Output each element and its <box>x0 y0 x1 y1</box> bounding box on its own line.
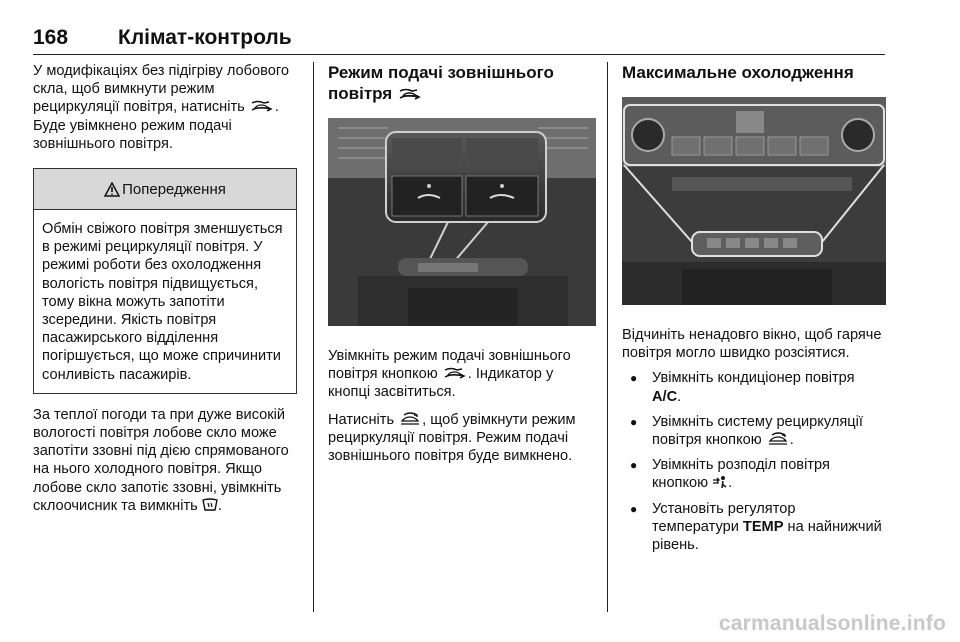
list-item: ● Увімкніть систему рециркуляції повітря кнопкою . <box>622 413 886 449</box>
recirculation-icon <box>766 432 790 446</box>
page-number: 168 <box>33 26 69 49</box>
windshield-airflow-icon <box>202 498 218 512</box>
column-divider <box>607 62 608 612</box>
climate-panel-photo <box>622 97 886 305</box>
list-item: ● Увімкніть розподіл повітря кнопкою . <box>622 456 886 492</box>
warning-triangle-icon <box>104 182 120 197</box>
outside-air-icon <box>442 366 468 380</box>
outside-air-button-photo <box>328 118 596 326</box>
paragraph: За теплої погоди та при дуже високій вологості повітря лобове скло може запотіти ззовні під дією спрямованого на нього холодного повітря. Якщо лобове скло запотіє ззовні, увімкніть склоочисник та вимкніть . <box>33 406 289 514</box>
column-left <box>33 62 297 515</box>
column-middle <box>328 62 596 465</box>
outside-air-icon <box>249 99 275 113</box>
paragraph: Натисніть , щоб увімкнути режим рециркуляції повітря. Режим подачі зовнішнього повітря буде вимкнено. <box>328 411 576 465</box>
paragraph: Увімкніть режим подачі зовнішнього повітря кнопкою . Індикатор у кнопці засвітиться. <box>328 348 571 401</box>
face-airflow-icon <box>712 475 728 489</box>
paragraph: Відчиніть ненадовго вікно, щоб гаряче повітря могло швидко розсіятися. <box>622 327 882 362</box>
instruction-list <box>622 369 886 554</box>
page-header <box>33 24 885 55</box>
list-item: ● Установіть регулятор температури TEMP на найнижчий рівень. <box>622 500 886 555</box>
warning-title: Попередження <box>122 180 226 198</box>
paragraph: У модифікаціях без підігріву лобового скла, щоб вимкнути режим рециркуляції повітря, натисніть . Буде увімкнено режим подачі зовнішнього повітря. <box>33 63 289 152</box>
section-heading: Максимальне охолодження <box>622 63 854 82</box>
column-divider <box>313 62 314 612</box>
column-right <box>622 62 886 554</box>
warning-text: Обмін свіжого повітря зменшується в режимі рециркуляції повітря. У режимі роботи без охолодження вологість повітря підвищується, тому вікна можуть запотіти зсередини. Якість повітря пасажирського відділення погіршується, що може спричинити сонливість пасажирів. <box>42 221 283 383</box>
warning-box <box>33 168 297 394</box>
outside-air-icon <box>397 87 423 101</box>
watermark: carmanualsonline.info <box>718 612 946 635</box>
recirculation-icon <box>398 412 422 426</box>
section-heading: Режим подачі зовнішнього повітря <box>328 63 554 103</box>
list-item: ● Увімкніть кондиціонер повітря A/C. <box>622 369 886 405</box>
chapter-title: Клімат-контроль <box>118 26 292 49</box>
warning-header <box>34 169 296 210</box>
